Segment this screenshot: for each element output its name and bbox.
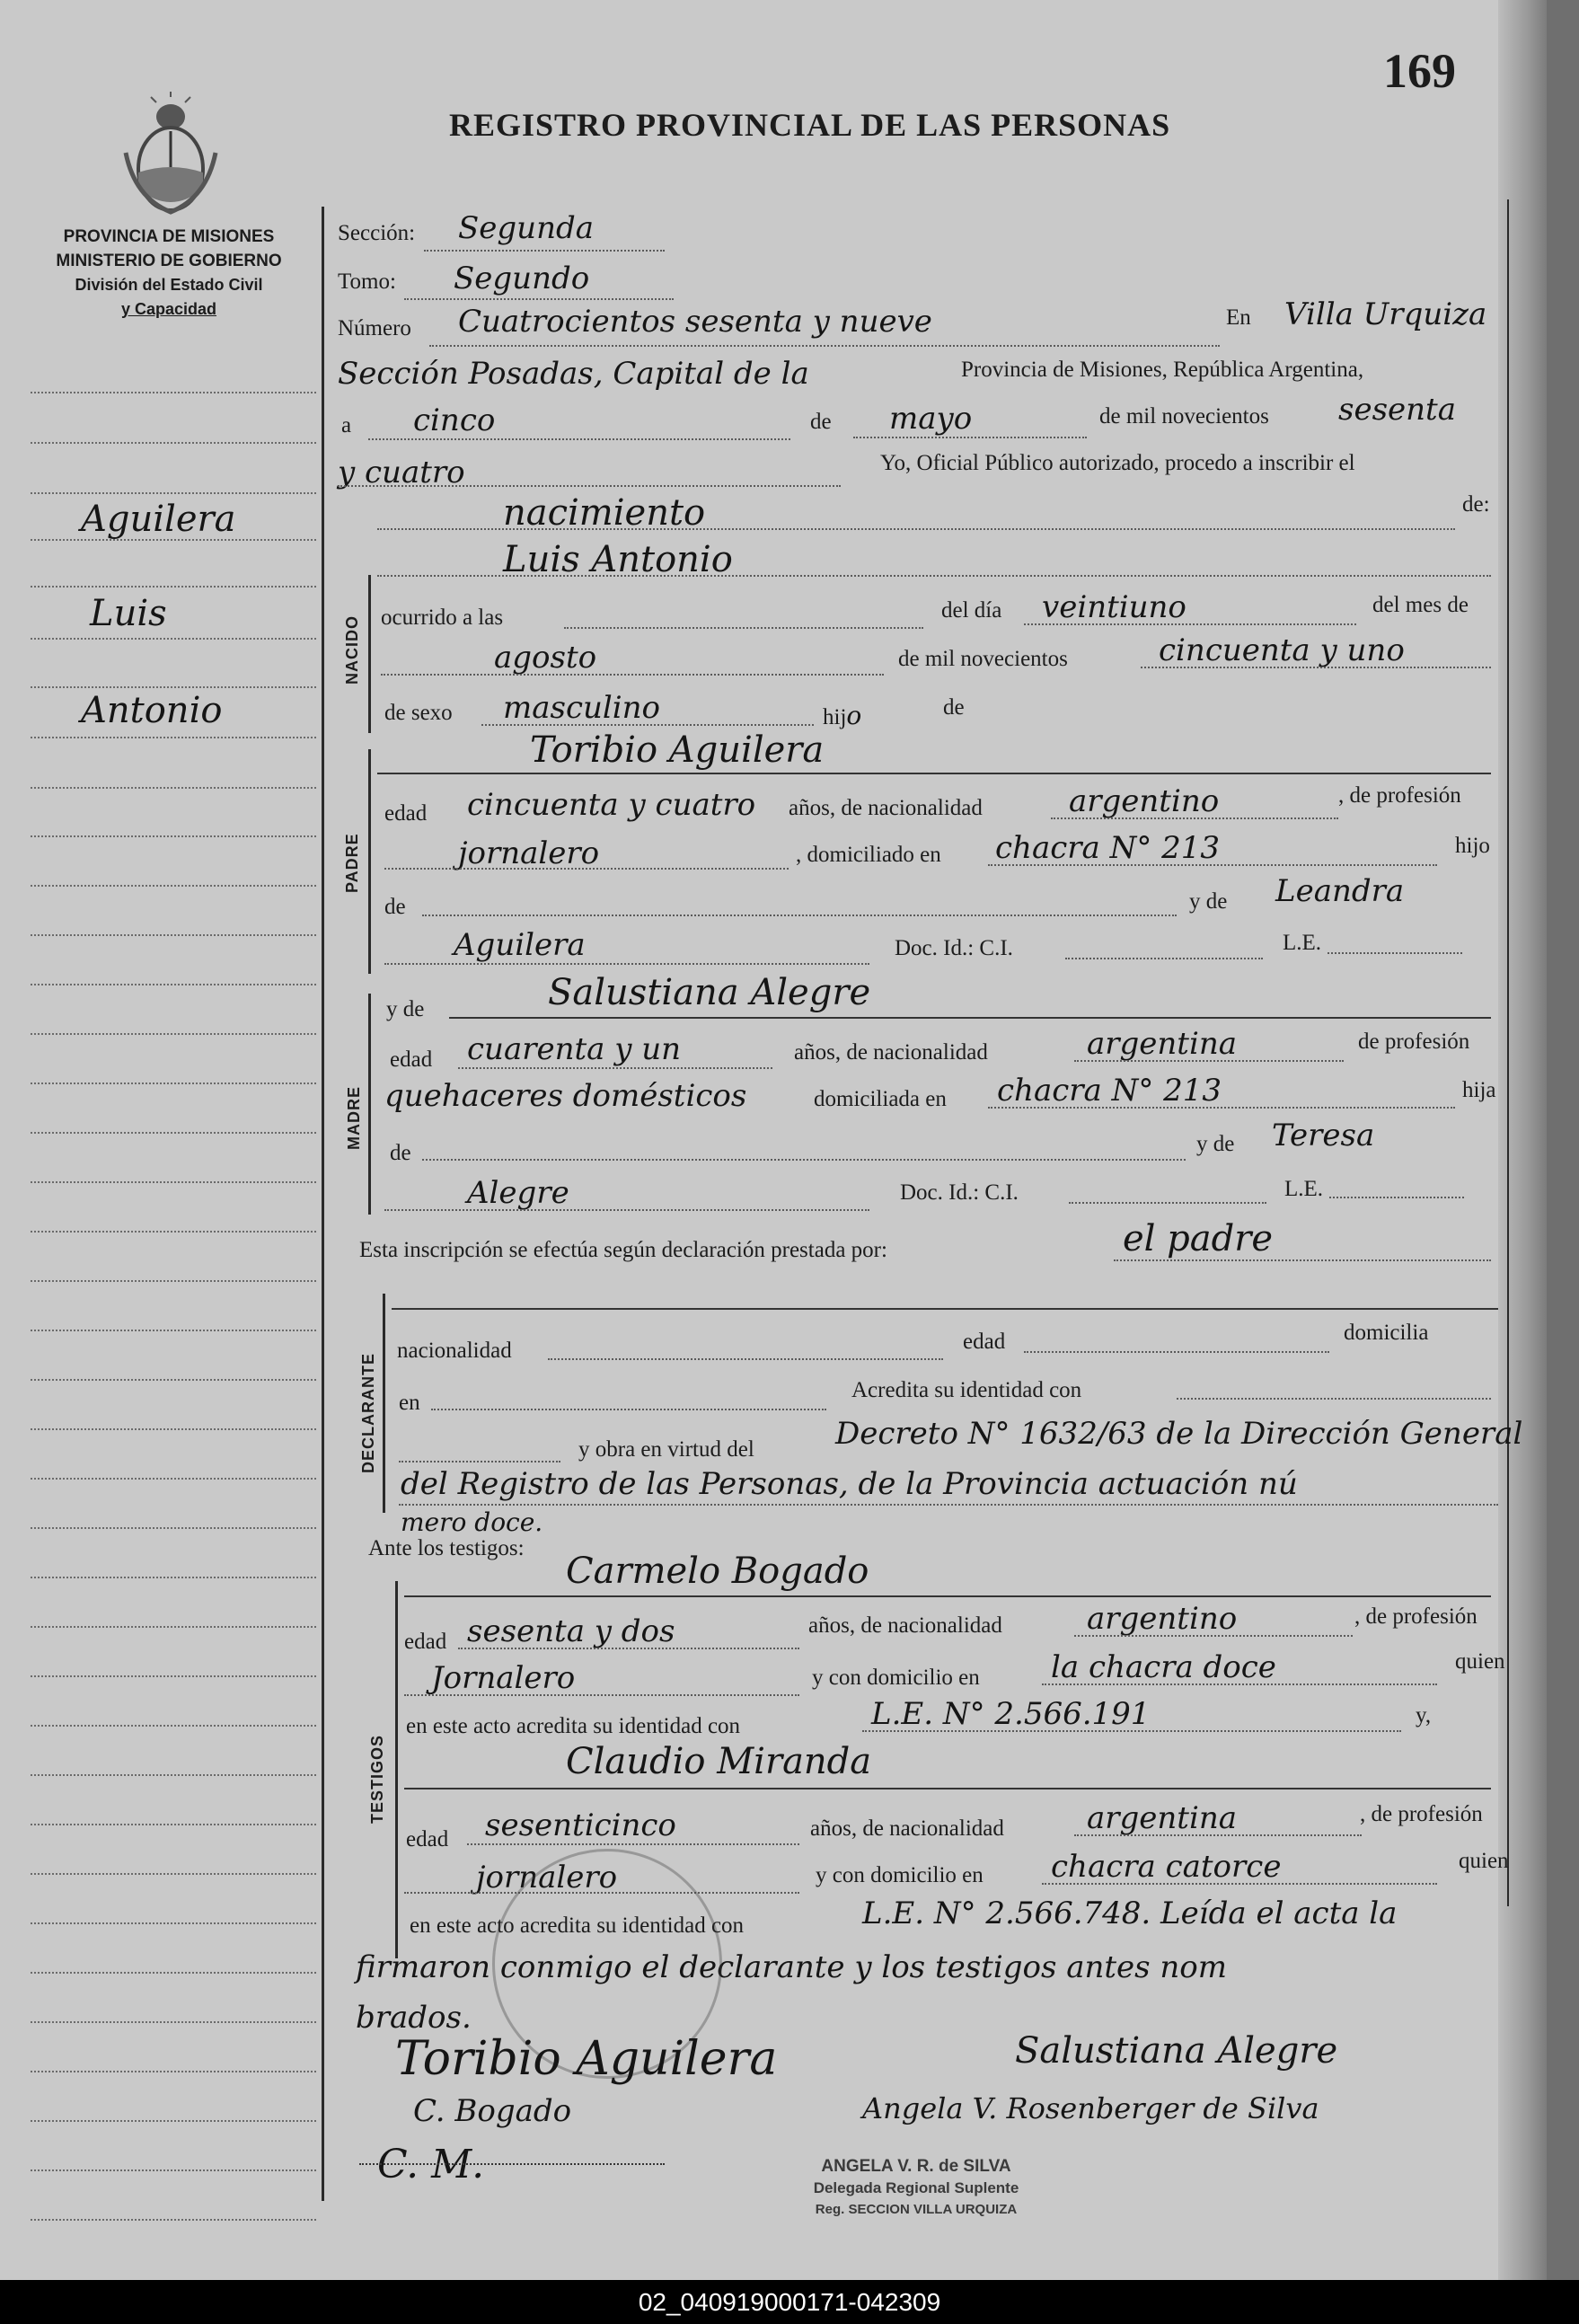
testigo1-edad-label: edad	[404, 1630, 447, 1654]
book-spine	[1498, 0, 1547, 2280]
signature-bogado: C. Bogado	[413, 2093, 572, 2129]
mes-value: mayo	[889, 401, 973, 437]
testigo1-dom: la chacra doce	[1051, 1649, 1276, 1685]
declarante-decreto3: mero doce.	[401, 1507, 543, 1537]
testigo1-acredita-label: en este acto acredita su identidad con	[406, 1714, 741, 1738]
testigo1-quien-label: quien	[1455, 1649, 1505, 1674]
madre-section-label: MADRE	[345, 1086, 363, 1150]
padre-hijo-label: hijo	[1455, 834, 1490, 858]
testigo1-nac: argentino	[1087, 1601, 1238, 1637]
declarante-decreto2: del Registro de las Personas, de la Provincia actuación nú	[401, 1466, 1298, 1502]
madre-doc-label: Doc. Id.: C.I.	[900, 1180, 1019, 1205]
testigo2-prof: jornalero	[476, 1860, 618, 1895]
de-suffix: de:	[1462, 492, 1490, 517]
cierre-line1: firmaron conmigo el declarante y los testigos antes nom	[356, 1949, 1228, 1985]
nacido-section-label: NACIDO	[343, 615, 361, 685]
testigo1-profesion-label: , de profesión	[1354, 1604, 1478, 1629]
signature-angela-silva: Angela V. Rosenberger de Silva	[862, 2091, 1319, 2125]
declarante-nacionalidad-label: nacionalidad	[397, 1339, 512, 1363]
madre-yde-label: y de	[386, 997, 425, 1021]
margin-given-name-1: Luis	[90, 593, 167, 634]
numero-value: Cuatrocientos sesenta y nueve	[458, 304, 932, 340]
sexo-label: de sexo	[384, 701, 453, 725]
nacido-dia: veintiuno	[1042, 589, 1186, 625]
declaracion-text: Esta inscripción se efectúa según declaración prestada por:	[359, 1238, 887, 1262]
padre-edad: cincuenta y cuatro	[467, 787, 756, 823]
signature-toribio-aguilera: Toribio Aguilera	[395, 2032, 778, 2086]
image-id-footer: 02_040919000171-042309	[0, 2280, 1579, 2324]
testigo2-anios-label: años, de nacionalidad	[810, 1816, 1004, 1841]
ocurrido-label: ocurrido a las	[381, 605, 504, 630]
declaracion-por: el padre	[1123, 1218, 1274, 1259]
seccion-label: Sección:	[338, 221, 416, 245]
declarante-en-label: en	[399, 1391, 420, 1415]
padre-doc-label: Doc. Id.: C.I.	[895, 936, 1013, 960]
signature-salustiana-alegre: Salustiana Alegre	[1015, 2030, 1338, 2072]
stamp-line2: Delegada Regional Suplente	[813, 2179, 1019, 2196]
testigo2-edad-label: edad	[406, 1827, 449, 1851]
de-label-nacido: de	[943, 695, 965, 720]
testigo1-doc: L.E. N° 2.566.191	[871, 1696, 1151, 1732]
nacido-bracket	[368, 575, 371, 733]
acto-value: nacimiento	[503, 492, 706, 534]
madre-padre-de: Alegre	[467, 1175, 569, 1211]
testigo1-prof: Jornalero	[431, 1660, 576, 1696]
testigo1-y-label: y,	[1416, 1703, 1432, 1728]
padre-padre-de: Aguilera	[454, 927, 586, 963]
madre-domicilio: chacra N° 213	[997, 1073, 1222, 1109]
margin-given-name-2: Antonio	[81, 690, 223, 731]
testigo1-edad: sesenta y dos	[467, 1613, 675, 1649]
en-label: En	[1226, 305, 1251, 330]
signature-cm: C. M.	[377, 2142, 485, 2187]
dia-label: del día	[941, 598, 1002, 623]
madre-le-label: L.E.	[1284, 1177, 1324, 1201]
tomo-value: Segundo	[454, 261, 590, 296]
stamp-line3: Reg. SECCION VILLA URQUIZA	[815, 2202, 1018, 2217]
declarante-acredita-label: Acredita su identidad con	[851, 1378, 1082, 1402]
testigo2-domicilio-label: y con domicilio en	[816, 1863, 984, 1887]
madre-anios-label: años, de nacionalidad	[794, 1040, 988, 1065]
testigo1-nombre: Carmelo Bogado	[566, 1551, 869, 1592]
officer-stamp	[754, 2156, 1078, 2221]
padre-nombre: Toribio Aguilera	[530, 729, 825, 771]
authority-ministry: MINISTERIO DE GOBIERNO	[56, 252, 282, 270]
nacido-anio: cincuenta y uno	[1159, 632, 1405, 668]
authority-capacity: y Capacidad	[120, 300, 217, 318]
padre-ydel-label: y de	[1189, 889, 1228, 914]
testigos-bracket	[395, 1581, 398, 1958]
testigo1-domicilio-label: y con domicilio en	[812, 1666, 980, 1690]
cierre-line2: brados.	[356, 2000, 472, 2036]
nacido-mes: agosto	[494, 640, 597, 676]
padre-edad-label: edad	[384, 801, 428, 826]
padre-profesion-label: , de profesión	[1338, 783, 1461, 808]
madre-bracket	[368, 994, 371, 1215]
madre-domicilio-label: domiciliada en	[814, 1087, 947, 1111]
ante-testigos-label: Ante los testigos:	[368, 1536, 525, 1560]
padre-section-label: PADRE	[343, 833, 361, 893]
authority-province: PROVINCIA DE MISIONES	[63, 227, 275, 246]
signature-line	[359, 2163, 665, 2165]
madre-profesion: quehaceres domésticos	[384, 1078, 747, 1114]
madre-edad: cuarenta y un	[467, 1031, 682, 1067]
lugar2-value: Sección Posadas, Capital de la	[338, 356, 809, 392]
hijo-label: hijo	[823, 701, 862, 730]
anio-value: sesenta	[1338, 392, 1456, 428]
seccion-value: Segunda	[458, 210, 595, 246]
anio2-value: y cuatro	[338, 455, 465, 490]
main-border	[322, 207, 324, 2201]
stamp-line1: ANGELA V. R. de SILVA	[821, 2157, 1011, 2176]
padre-de-label: de	[384, 895, 406, 919]
testigos-section-label: TESTIGOS	[368, 1734, 386, 1824]
testigo2-doc: L.E. N° 2.566.748. Leída el acta la	[862, 1895, 1398, 1931]
declarante-section-label: DECLARANTE	[359, 1353, 377, 1473]
padre-bracket	[368, 749, 371, 974]
madre-hija-label: hija	[1462, 1078, 1496, 1102]
declarante-domicilia-label: domicilia	[1344, 1321, 1429, 1345]
de-label: de	[810, 410, 832, 434]
testigo2-acredita-label: en este acto acredita su identidad con	[410, 1913, 745, 1938]
madre-nombre: Salustiana Alegre	[548, 972, 871, 1013]
authority-block	[25, 225, 313, 322]
testigo1-anios-label: años, de nacionalidad	[808, 1613, 1002, 1638]
a-label: a	[341, 413, 352, 437]
dia-value: cinco	[413, 402, 496, 438]
margin-surname: Aguilera	[81, 499, 236, 540]
nacido-nombre: Luis Antonio	[503, 539, 733, 580]
testigo2-quien-label: quien	[1459, 1849, 1509, 1873]
testigo2-nac: argentina	[1087, 1800, 1238, 1836]
padre-nacionalidad: argentino	[1069, 783, 1220, 819]
madre-madre-de: Teresa	[1272, 1118, 1375, 1153]
padre-domicilio-label: , domiciliado en	[796, 843, 941, 867]
madre-ydel-label: y de	[1196, 1132, 1235, 1156]
mes-label: del mes de	[1372, 593, 1469, 617]
madre-nacionalidad: argentina	[1087, 1026, 1238, 1062]
padre-madre-de: Leandra	[1275, 873, 1405, 909]
document-title: REGISTRO PROVINCIAL DE LAS PERSONAS	[449, 107, 1171, 143]
folio-number: 169	[1383, 44, 1456, 98]
right-border	[1507, 199, 1509, 1906]
declarante-edad-label: edad	[963, 1330, 1006, 1354]
padre-domicilio: chacra N° 213	[995, 830, 1221, 866]
numero-label: Número	[338, 316, 411, 340]
padre-le-label: L.E.	[1283, 931, 1322, 955]
testigo2-dom: chacra catorce	[1051, 1849, 1282, 1885]
declarante-decreto: Decreto N° 1632/63 de la Dirección General	[835, 1416, 1523, 1452]
testigo2-profesion-label: , de profesión	[1360, 1802, 1483, 1826]
sexo-value: masculino	[503, 690, 661, 726]
padre-anios-label: años, de nacionalidad	[789, 796, 983, 820]
madre-edad-label: edad	[390, 1047, 433, 1072]
coat-of-arms-icon	[117, 90, 225, 220]
testigo2-nombre: Claudio Miranda	[566, 1741, 872, 1782]
lugar-value: Villa Urquiza	[1284, 296, 1487, 332]
declarante-obra-label: y obra en virtud del	[578, 1437, 754, 1462]
provincia-text: Provincia de Misiones, República Argentina,	[961, 358, 1364, 382]
tomo-label: Tomo:	[338, 270, 396, 294]
padre-profesion: jornalero	[458, 835, 600, 871]
madre-de-label: de	[390, 1141, 411, 1165]
declarante-bracket	[383, 1294, 385, 1513]
authority-division: División del Estado Civil	[75, 276, 263, 294]
madre-profesion-label: de profesión	[1358, 1029, 1470, 1054]
anio-label-nacido: de mil novecientos	[898, 647, 1068, 671]
testigo2-edad: sesenticinco	[485, 1807, 676, 1843]
anio-label: de mil novecientos	[1099, 404, 1269, 429]
oficial-text: Yo, Oficial Público autorizado, procedo a inscribir el	[880, 451, 1355, 475]
